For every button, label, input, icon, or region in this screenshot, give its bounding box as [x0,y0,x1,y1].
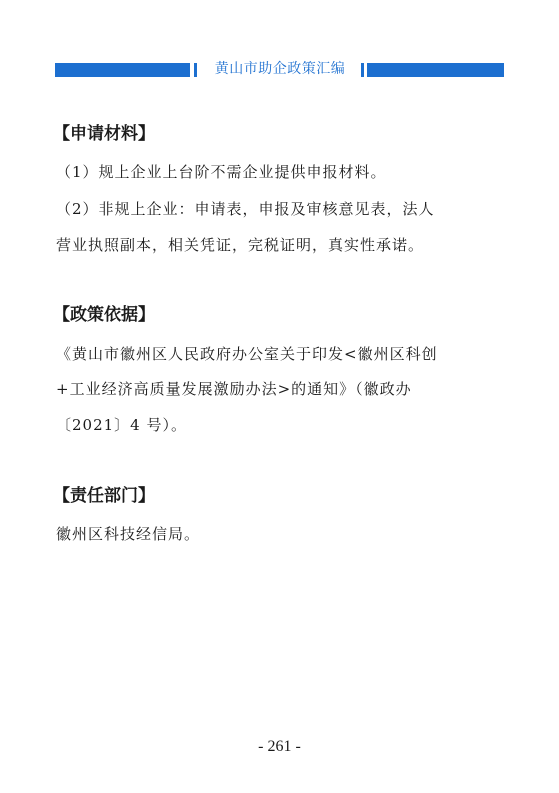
page-header [55,60,504,78]
policy-basis-line-1: 《黄山市徽州区人民政府办公室关于印发<徽州区科创 [56,345,438,363]
policy-basis-line-2: +工业经济高质量发展激励办法>的通知》（徽政办 [56,380,412,398]
header-bar-right [367,63,504,77]
header-bar-left [55,63,190,77]
materials-line-3: 营业执照副本，相关凭证，完税证明，真实性承诺。 [56,236,425,254]
header-tick-right [361,63,364,77]
section-heading-department: 【责任部门】 [53,486,155,506]
header-tick-left [194,63,197,77]
page-number: - 261 - [258,738,301,755]
header-title: 黄山市助企政策汇编 [214,61,346,77]
section-heading-materials: 【申请材料】 [53,124,155,144]
department-line-1: 徽州区科技经信局。 [56,525,201,543]
materials-line-1: （1）规上企业上台阶不需企业提供申报材料。 [56,163,387,181]
materials-line-2: （2）非规上企业：申请表，申报及审核意见表，法人 [56,200,435,218]
policy-basis-line-3: 〔2021〕4 号）。 [56,416,187,434]
section-heading-policy-basis: 【政策依据】 [53,305,155,325]
